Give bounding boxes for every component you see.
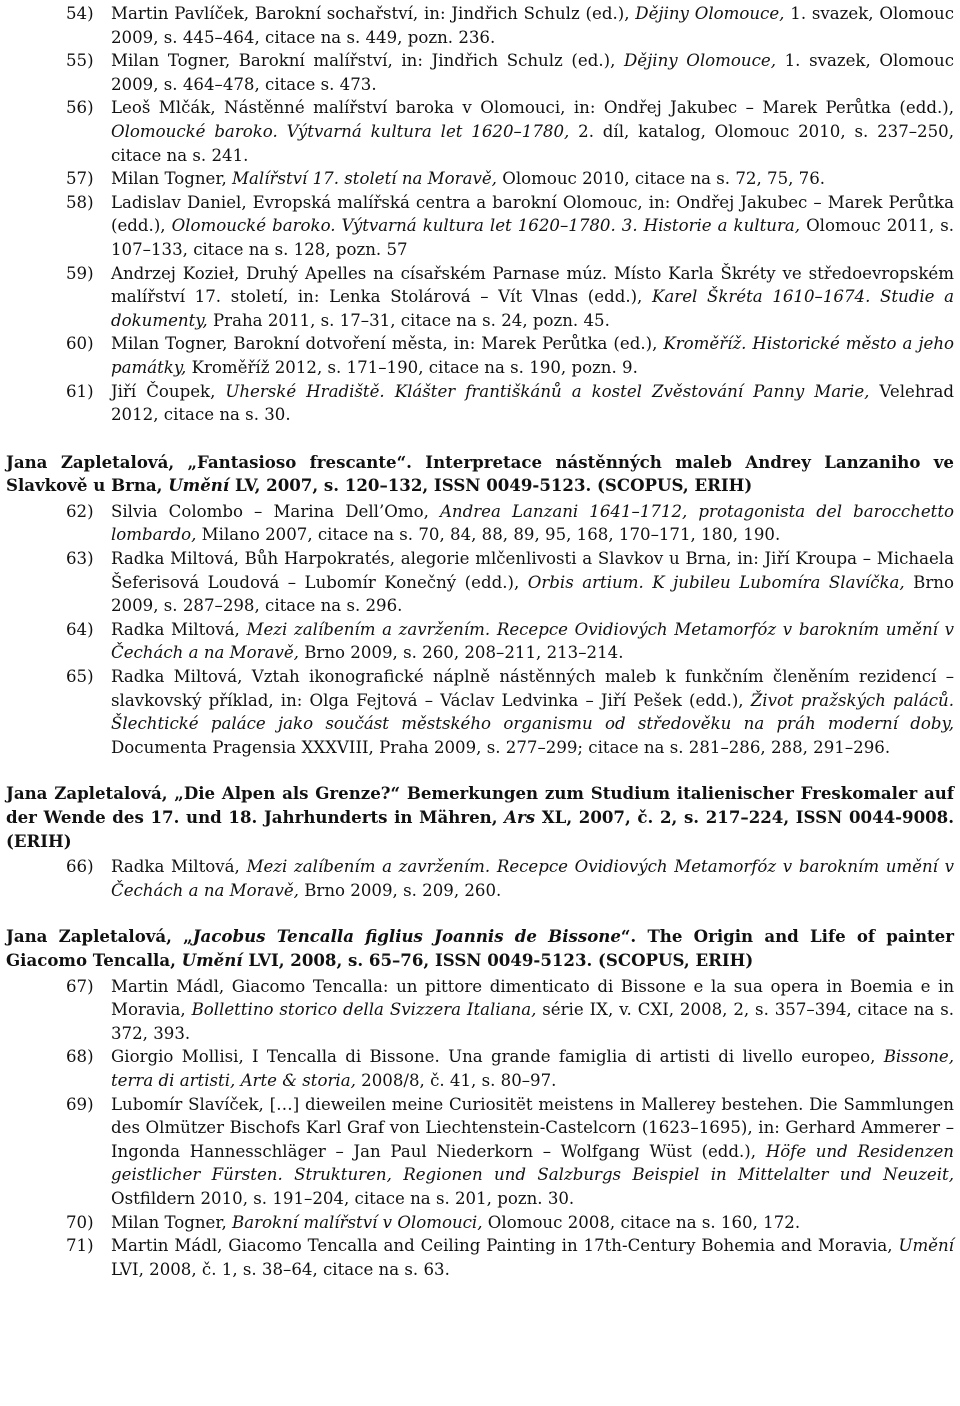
citation-list bbox=[6, 975, 954, 1282]
text-run: Radka Miltová, Vztah ikonografické náplně nástěnných maleb k funkčním členěním rezidencí – slavkovský příklad, in: Olga Fejtová – Václav Ledvinka – Jiří Pešek (edd.), bbox=[111, 667, 954, 710]
text-run: 2. díl, katalog, Olomouc 2010, s. 237–250, citace na s. 241. bbox=[111, 121, 955, 165]
italic-text: Olomoucké baroko. Výtvarná kultura let 1620–1780, bbox=[111, 121, 570, 141]
italic-text: Život pražských paláců. Šlechtické paláce jako součást městského organismu od středověku na práh moderní doby, bbox=[111, 690, 954, 734]
italic-text: Umění bbox=[898, 1236, 954, 1256]
citation-list bbox=[6, 2, 954, 427]
citation-entry bbox=[66, 975, 954, 1046]
text-run: Brno 2009, s. 209, 260. bbox=[298, 880, 502, 900]
text-run: Olomouc 2008, citace na s. 160, 172. bbox=[482, 1212, 801, 1232]
citation-number: 58) bbox=[66, 192, 94, 212]
text-run: Radka Miltová, Bůh Harpokratés, alegorie mlčenlivosti a Slavkov u Brna, in: Jiří Kroupa – Michaela Šeferisová Loudová – Lubomír Konečný (edd.), bbox=[111, 549, 954, 592]
italic-text: Mezi zalíbením a zavržením. Recepce Ovidiových Metamorfóz v barokním umění v Čechách a na Moravě, bbox=[111, 619, 955, 663]
text-run: Leoš Mlčák, Nástěnné malířství baroka v Olomouci, in: Ondřej Jakubec – Marek Perůtka (edd.), bbox=[111, 98, 954, 118]
text-run: série IX, v. CXI, 2008, 2, s. 357–394, citace na s. 372, 393. bbox=[111, 1000, 954, 1043]
text-run: Ostfildern 2010, s. 191–204, citace na s. 201, pozn. 30. bbox=[111, 1188, 575, 1208]
italic-text: Bollettino storico della Svizzera Italiana, bbox=[191, 1000, 537, 1020]
citation-number: 65) bbox=[66, 667, 94, 687]
citation-text bbox=[111, 332, 954, 379]
citation-number: 70) bbox=[66, 1212, 94, 1232]
text-run: Radka Miltová, bbox=[111, 619, 247, 639]
text-run: Kroměříž 2012, s. 171–190, citace na s. 190, pozn. 9. bbox=[186, 357, 638, 377]
citation-entry bbox=[66, 500, 954, 547]
italic-text: Mezi zalíbením a zavržením. Recepce Ovidiových Metamorfóz v barokním umění v Čechách a na Moravě, bbox=[111, 857, 955, 900]
italic-text: Jacobus Tencalla figlius Joannis de Bissone bbox=[192, 926, 621, 947]
italic-text: Dějiny Olomouce, bbox=[635, 4, 785, 23]
citation-entry bbox=[66, 855, 954, 902]
citation-number: 60) bbox=[66, 334, 94, 354]
text-run: Brno 2009, s. 287–298, citace na s. 296. bbox=[111, 572, 954, 616]
text-run: LV, 2007, s. 120–132, ISSN 0049-5123. (SCOPUS, ERIH) bbox=[229, 475, 753, 496]
text-run: LVI, 2008, č. 1, s. 38–64, citace na s. 63. bbox=[111, 1259, 450, 1279]
citation-number: 62) bbox=[66, 501, 94, 521]
italic-text: Höfe und Residenzen geistlicher Fürsten. Strukturen, Regionen und Salzburgs Beispiel in Mittelalter und Neuzeit, bbox=[111, 1141, 954, 1185]
italic-text: Andrea Lanzani 1641–1712, protagonista del barocchetto lombardo, bbox=[111, 501, 954, 545]
italic-text: Orbis artium. K jubileu Lubomíra Slavíčka, bbox=[527, 572, 905, 592]
italic-text: Umění bbox=[181, 949, 243, 970]
text-run: Documenta Pragensia XXXVIII, Praha 2009, s. 277–299; citace na s. 281–286, 288, 291–296. bbox=[111, 737, 891, 757]
citation-text bbox=[111, 1234, 954, 1281]
italic-text: Bissone, terra di artisti, Arte & storia, bbox=[111, 1047, 954, 1090]
citation-entry bbox=[66, 167, 954, 191]
citation-number: 67) bbox=[66, 976, 94, 996]
text-run: Lubomír Slavíček, […] dieweilen meine Curiositët meistens in Mallerey bestehen. Die Sammlungen des Olmützer Bischofs Karl Graf von Liechtenstein-Castelcorn (1623–1695), in: Gerhard Ammerer – Ingonda Hannesschläger – Jan Paul Niederkorn – Wolfgang Wüst (edd.), bbox=[111, 1094, 954, 1161]
citation-entry bbox=[66, 332, 954, 379]
text-run: Radka Miltová, bbox=[111, 857, 247, 877]
italic-text: Malířství 17. století na Moravě, bbox=[232, 169, 497, 189]
citation-text bbox=[111, 500, 954, 547]
citation-entry bbox=[66, 618, 954, 665]
citation-entry bbox=[66, 665, 954, 759]
text-run: Silvia Colombo – Marina Dell’Omo, bbox=[111, 501, 440, 521]
citation-number: 59) bbox=[66, 263, 94, 283]
publication-header bbox=[6, 782, 954, 853]
citation-text bbox=[111, 2, 954, 49]
citation-text bbox=[111, 975, 954, 1046]
text-run: Jana Zapletalová, „ bbox=[6, 926, 193, 947]
italic-text: Uherské Hradiště. Klášter františkánů a kostel Zvěstování Panny Marie, bbox=[225, 381, 870, 401]
citation-text bbox=[111, 49, 954, 96]
text-run: Giorgio Mollisi, I Tencalla di Bissone. Una grande famiglia di artisti di livello europeo, bbox=[111, 1047, 884, 1067]
citation-number: 69) bbox=[66, 1094, 94, 1114]
citation-number: 64) bbox=[66, 619, 94, 639]
citation-text bbox=[111, 1093, 954, 1211]
citation-text bbox=[111, 855, 954, 902]
text-run: Martin Pavlíček, Barokní sochařství, in: Jindřich Schulz (ed.), bbox=[111, 4, 636, 23]
text-run: 1. svazek, Olomouc 2009, s. 445–464, citace na s. 449, pozn. 236. bbox=[111, 4, 954, 47]
citation-entry bbox=[66, 1211, 954, 1235]
citation-number: 54) bbox=[66, 4, 94, 23]
text-run: Martin Mádl, Giacomo Tencalla and Ceiling Painting in 17th-Century Bohemia and Moravia, bbox=[111, 1236, 899, 1256]
italic-text: Kroměříž. Historické město a jeho památky, bbox=[111, 334, 954, 377]
citation-entry bbox=[66, 1093, 954, 1211]
text-run: Jana Zapletalová, „Die Alpen als Grenze?“ Bemerkungen zum Studium italienischer Freskomaler auf der Wende des 17. und 18. Jahrhunderts in Mähren, bbox=[6, 783, 954, 827]
text-run: LVI, 2008, s. 65–76, ISSN 0049-5123. (SCOPUS, ERIH) bbox=[242, 949, 754, 970]
citation-text bbox=[111, 1211, 954, 1235]
citation-text bbox=[111, 665, 954, 759]
citation-number: 61) bbox=[66, 381, 94, 401]
citation-text bbox=[111, 380, 954, 427]
italic-text: Dějiny Olomouce, bbox=[624, 51, 776, 71]
text-run: Olomouc 2010, citace na s. 72, 75, 76. bbox=[496, 169, 826, 189]
citation-entry bbox=[66, 380, 954, 427]
text-run: Milan Togner, Barokní malířství, in: Jindřich Schulz (ed.), bbox=[111, 51, 624, 71]
text-run: XL, 2007, č. 2, s. 217–224, ISSN 0044-9008. (ERIH) bbox=[6, 807, 955, 851]
citation-entry bbox=[66, 191, 954, 262]
text-run: Milano 2007, citace na s. 70, 84, 88, 89, 95, 168, 170–171, 180, 190. bbox=[196, 525, 781, 545]
citation-entry bbox=[66, 547, 954, 618]
text-run: Jana Zapletalová, „Fantasioso frescante“. Interpretace nástěnných maleb Andrey Lanzaniho ve Slavkově u Brna, bbox=[6, 451, 954, 496]
citation-text bbox=[111, 618, 954, 665]
italic-text: Karel Škréta 1610–1674. Studie a dokumenty, bbox=[111, 287, 954, 330]
italic-text: Umění bbox=[168, 475, 230, 496]
citation-number: 56) bbox=[66, 98, 94, 118]
italic-text: Barokní malířství v Olomouci, bbox=[232, 1212, 483, 1232]
text-run: Praha 2011, s. 17–31, citace na s. 24, pozn. 45. bbox=[207, 310, 610, 330]
citation-number: 63) bbox=[66, 549, 94, 569]
citation-entry bbox=[66, 49, 954, 96]
citation-number: 68) bbox=[66, 1047, 94, 1067]
citation-number: 71) bbox=[66, 1236, 94, 1256]
citation-number: 55) bbox=[66, 51, 94, 71]
citation-list bbox=[6, 500, 954, 760]
italic-text: Ars bbox=[504, 807, 536, 827]
text-run: 2008/8, č. 41, s. 80–97. bbox=[355, 1070, 557, 1090]
text-run: Ladislav Daniel, Evropská malířská centra a barokní Olomouc, in: Ondřej Jakubec – Marek Perůtka (edd.), bbox=[111, 192, 954, 236]
text-run: Olomouc 2011, s. 107–133, citace na s. 128, pozn. 57 bbox=[111, 216, 954, 259]
text-run: Brno 2009, s. 260, 208–211, 213–214. bbox=[298, 643, 624, 663]
citation-entry bbox=[66, 1045, 954, 1092]
text-run: Milan Togner, bbox=[111, 169, 233, 189]
citation-text bbox=[111, 547, 954, 618]
citation-text bbox=[111, 262, 954, 333]
text-run: “. The Origin and Life of painter Giacomo Tencalla, bbox=[6, 926, 954, 970]
text-run: Andrzej Kozieł, Druhý Apelles na císařském Parnase múz. Místo Karla Škréty ve středoevropském malířství 17. století, in: Lenka Stolárová – Vít Vlnas (edd.), bbox=[111, 263, 954, 307]
citation-list bbox=[6, 855, 954, 902]
text-run: Milan Togner, bbox=[111, 1212, 233, 1232]
citation-text bbox=[111, 191, 954, 262]
text-run: Velehrad 2012, citace na s. 30. bbox=[111, 381, 954, 425]
citation-entry bbox=[66, 1234, 954, 1281]
text-run: Martin Mádl, Giacomo Tencalla: un pittore dimenticato di Bissone e la sua opera in Boemia e in Moravia, bbox=[111, 976, 954, 1020]
citation-entry bbox=[66, 96, 954, 167]
citation-number: 66) bbox=[66, 857, 94, 877]
publication-header bbox=[6, 925, 954, 972]
citation-text bbox=[111, 167, 954, 191]
citation-entry bbox=[66, 262, 954, 333]
citation-text bbox=[111, 96, 954, 167]
citation-entry bbox=[66, 2, 954, 49]
text-run: Milan Togner, Barokní dotvoření města, in: Marek Perůtka (ed.), bbox=[111, 334, 664, 354]
publication-header bbox=[6, 451, 954, 498]
text-run: 1. svazek, Olomouc 2009, s. 464–478, citace s. 473. bbox=[111, 51, 954, 94]
citation-number: 57) bbox=[66, 169, 94, 189]
italic-text: Olomoucké baroko. Výtvarná kultura let 1620–1780. 3. Historie a kultura, bbox=[171, 216, 801, 236]
citation-text bbox=[111, 1045, 954, 1092]
text-run: Jiří Čoupek, bbox=[111, 381, 226, 401]
